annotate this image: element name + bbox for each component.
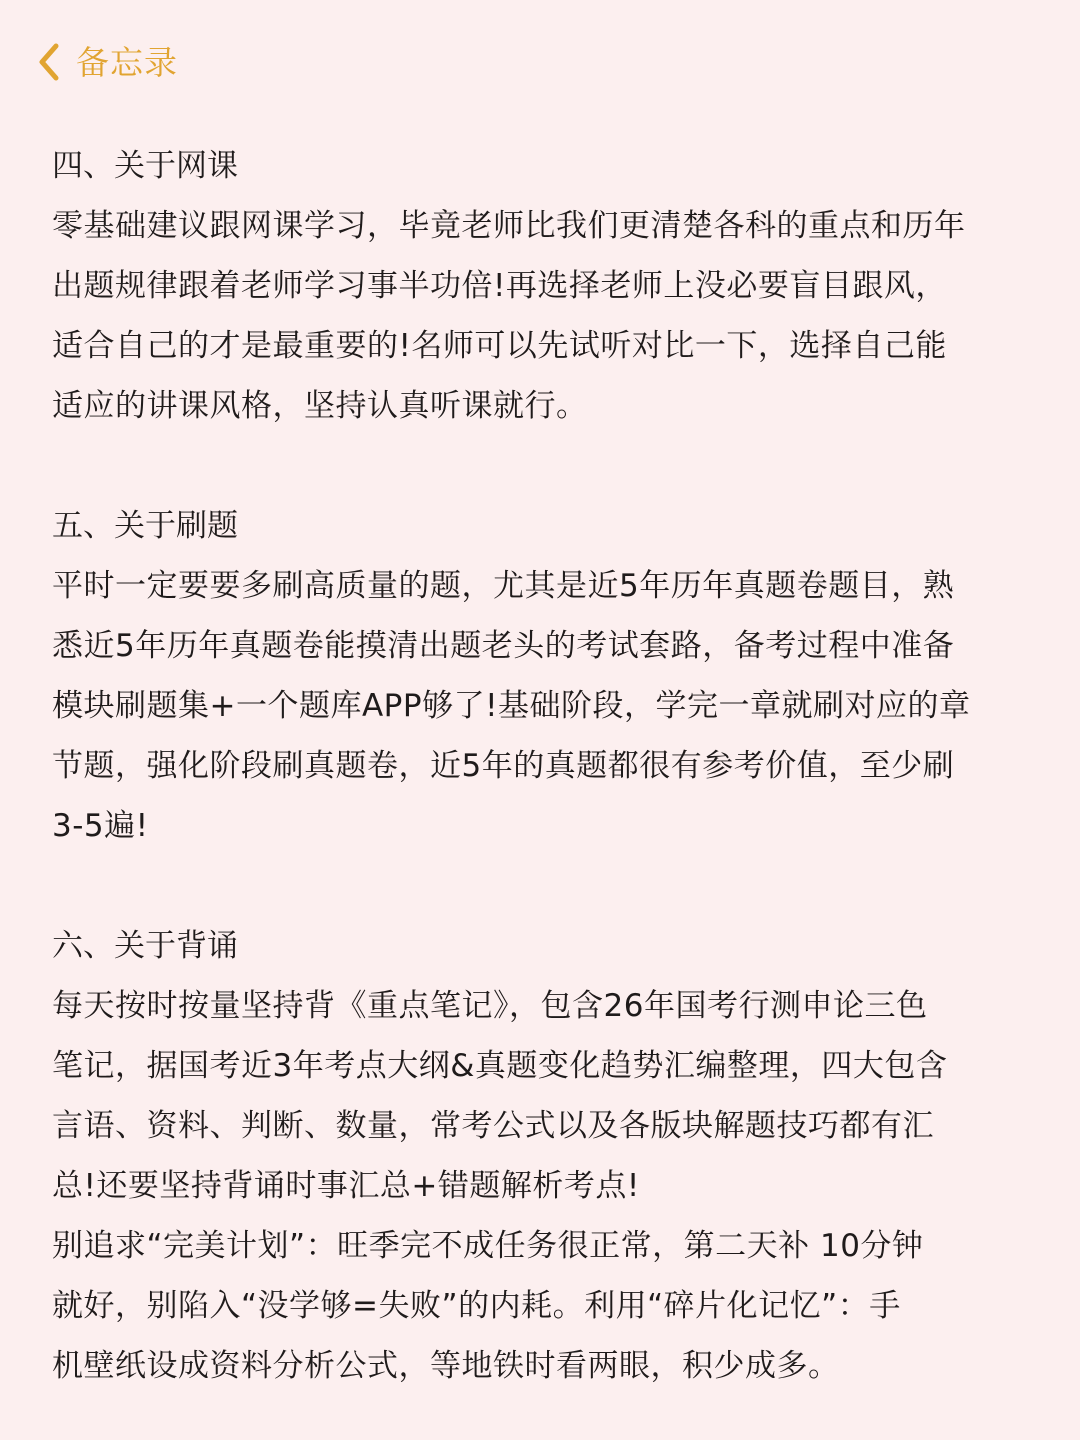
note-content	[52, 136, 1052, 1396]
text-line: 模块刷题集+一个题库APP够了!基础阶段，学完一章就刷对应的章	[52, 688, 971, 724]
text-line: 适合自己的才是最重要的!名师可以先试听对比一下，选择自己能	[52, 328, 947, 364]
chevron-left-icon	[34, 40, 64, 84]
spacer	[52, 856, 1052, 916]
text-line: 3-5遍!	[52, 808, 149, 844]
text-line: 节题，强化阶段刷真题卷，近5年的真题都很有参考价值，至少刷	[52, 748, 955, 784]
text-line: 总!还要坚持背诵时事汇总+错题解析考点!	[52, 1168, 640, 1204]
spacer	[52, 436, 1052, 496]
text-line: 言语、资料、判断、数量，常考公式以及各版块解题技巧都有汇	[52, 1108, 934, 1144]
text-line: 悉近5年历年真题卷能摸清出题老头的考试套路，备考过程中准备	[52, 628, 955, 664]
text-line: 机壁纸设成资料分析公式，等地铁时看两眼，积少成多。	[52, 1348, 840, 1384]
section-title: 四、关于网课	[52, 148, 238, 184]
text-line: 就好，别陷入“没学够=失败”的内耗。利用“碎片化记忆”：手	[52, 1288, 901, 1324]
section-title: 五、关于刷题	[52, 508, 238, 544]
section-title: 六、关于背诵	[52, 928, 238, 964]
text-line: 出题规律跟着老师学习事半功倍!再选择老师上没必要盲目跟风，	[52, 268, 947, 304]
text-line: 别追求“完美计划”：旺季完不成任务很正常，第二天补 10分钟	[52, 1228, 924, 1264]
section-practice-questions	[52, 496, 1052, 856]
text-line: 平时一定要要多刷高质量的题，尤其是近5年历年真题卷题目，熟	[52, 568, 955, 604]
text-line: 零基础建议跟网课学习，毕竟老师比我们更清楚各科的重点和历年	[52, 208, 966, 244]
text-line: 适应的讲课风格，坚持认真听课就行。	[52, 388, 588, 424]
back-label: 备忘录	[76, 42, 178, 82]
section-online-course	[52, 136, 1052, 436]
text-line: 笔记，据国考近3年考点大纲&真题变化趋势汇编整理，四大包含	[52, 1048, 948, 1084]
section-memorization	[52, 916, 1052, 1396]
back-button[interactable]	[34, 36, 178, 88]
text-line: 每天按时按量坚持背《重点笔记》，包含26年国考行测申论三色	[52, 988, 928, 1024]
